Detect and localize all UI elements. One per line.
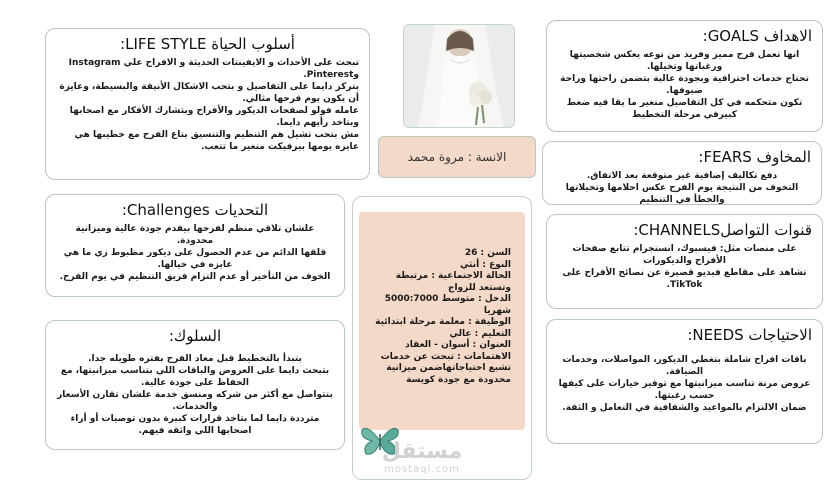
- goals-line: تكون متحكمه في كل التفاصيل منغير ما يقا فيه ضغط كبيرفي مرحلة التخطيط: [566, 98, 803, 120]
- challenges-title: التحديات Challenges:: [121, 201, 269, 219]
- persona-name-box: [378, 136, 536, 178]
- channels-card: [546, 214, 823, 309]
- bride-photo: [403, 24, 515, 128]
- channels-line: على منصات مثل: فيسبوك، انستجرام تتابع صفحات الأفراح والديكورات: [572, 244, 797, 266]
- needs-card: [546, 319, 823, 444]
- behavior-title: السلوك:: [168, 327, 222, 345]
- watermark: [372, 440, 472, 480]
- challenges-line: علشان تلاقي منظم لفرحها بيقدم جودة عالية وميزانية محدودة.: [75, 224, 315, 246]
- info-line: الوظيفة : معلمة مرحلة ابتدائية: [375, 317, 511, 327]
- info-line: الدخل : متوسط 5000:7000 شهريا: [384, 294, 511, 316]
- persona-info-box: [359, 212, 525, 430]
- watermark-brand-en: mostaql.com: [384, 464, 460, 475]
- lifestyle-line: بتركز دايما على التفاصيل و بتحب الاشكال الأنيقة والبسيطة، وعايزة أن يكون يوم فرحها مثالي.: [59, 82, 359, 104]
- behavior-card: [45, 320, 345, 450]
- behavior-line: بتبحث دايما على العروض والباقات اللي بتناسب ميزانيتها، مع الحفاظ على جودة عالية.: [60, 366, 330, 388]
- needs-line: باقات افراح شاملة بتغطي الديكور، المواصلات، وخدمات الضيافة.: [562, 355, 807, 377]
- behavior-line: مترددة دايما لما بتاخذ قرارات كبيرة بدون توصيات أو أراء اصحابها اللي واثقه فيهم.: [70, 414, 320, 436]
- info-line: الاهتمامات : تبحث عن خدمات تشبع احتياجاتهاضمن ميزانية محدودة مع جودة كويسة: [380, 351, 511, 385]
- info-line: التعليم : عالي: [449, 328, 511, 339]
- challenges-line: قلقها الدائم من عدم الحصول على ديكور مظبوط زي ما هي عايزه في خيالها.: [63, 248, 327, 270]
- goals-card: [546, 20, 823, 132]
- fears-card: [542, 141, 822, 205]
- needs-title: الاحتياجات NEEDS:: [687, 326, 812, 344]
- behavior-line: بتتواصل مع أكثر من شركه ومنسق خدمة علشان تقارن الأسعار والخدمات.: [57, 390, 333, 412]
- lifestyle-line: تبحث على الأحداث و الايفينتات الحديثة و الافراح علي Instagram وPinterest.: [68, 58, 359, 80]
- fears-line: دفع تكاليف إضافية غير متوقعة بعد الاتفاق.: [586, 171, 778, 181]
- info-line: العنوان : أسوان - العقاد: [405, 340, 511, 350]
- lifestyle-line: مش بتحب تشيل هم التنظيم والتنسيق بتاع الفرح مع خطيبها هي عايزه يومها بيرفيكت منغير ما تتعب.: [74, 130, 359, 152]
- lifestyle-title: أسلوب الحياة LIFE STYLE:: [120, 35, 295, 53]
- behavior-line: بتبدأ بالتخطيط قبل معاد الفرح بفتره طويله جدا.: [88, 354, 302, 364]
- persona-name: الانسة : مروة محمد: [407, 150, 507, 164]
- needs-line: ضمان الالتزام بالمواعيد والشفافية في التعامل و الثقة.: [562, 403, 807, 413]
- watermark-brand-ar: مستقل: [381, 439, 463, 464]
- challenges-line: الخوف من التأخير أو عدم التزام فريق التنظيم في يوم الفرح.: [59, 272, 331, 282]
- goals-line: تحتاج خدمات احترافية وبجودة عالية بتضمن راحتها وراحة ضيوفها.: [560, 74, 809, 96]
- goals-title: الاهداف GOALS:: [702, 27, 812, 45]
- info-line: السن : 26: [464, 248, 511, 258]
- info-line: الحالة الاجتماعية : مرتبطة وتستعد للزواج: [395, 271, 511, 293]
- channels-title: قنوات التواصلCHANNELS:: [633, 221, 812, 239]
- lifestyle-line: عامله فولو لصفحات الديكور والأفراح وبتشارك الأفكار مع اصحابها وبتاخد رأيهم دايما.: [69, 106, 359, 128]
- bride-illustration: [404, 25, 515, 128]
- challenges-card: [45, 194, 345, 297]
- fears-line: التخوف من النتيجة يوم الفرح عكس احلامها وتخيلاتها والخطأ في التنظيم: [565, 183, 799, 205]
- goals-line: انها تعمل فرح مميز وفريد من نوعه يعكس شخصيتها ورغباتها وتخيلها.: [569, 50, 800, 72]
- lifestyle-card: [45, 28, 370, 180]
- needs-line: عروض مرنة تناسب ميزانيتها مع توفير خيارات على كيفها حسب رغبتها.: [558, 379, 811, 401]
- channels-line: تشاهد على مقاطع فيديو قصيرة عن نصائح الأفراح على TikTok.: [562, 268, 807, 290]
- info-line: النوع : أنثي: [459, 259, 511, 270]
- fears-title: المخاوف FEARS:: [698, 148, 811, 166]
